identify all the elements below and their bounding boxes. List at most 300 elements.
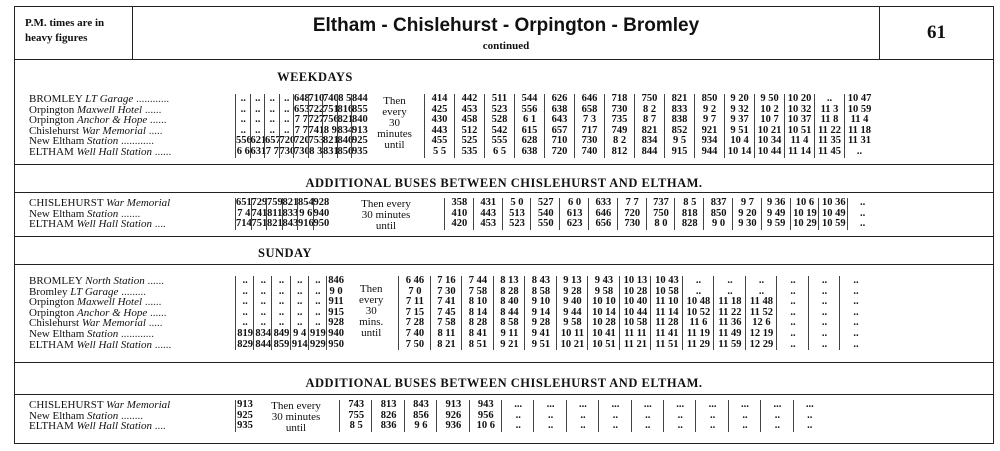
time-cell: .. (297, 306, 303, 318)
time-cell: 10 6 (476, 420, 495, 432)
leader-dots: ..... (148, 124, 163, 137)
time-cell: 9 49 (767, 207, 786, 219)
time-cell: 12 6 (752, 317, 771, 329)
time-cell: 9 58 (563, 317, 582, 329)
stop-names (29, 400, 170, 432)
time-column (784, 94, 815, 158)
time-cell: 751 (251, 218, 268, 230)
then-line: 30 minutes (361, 209, 411, 221)
time-cell: 7 15 (405, 306, 425, 318)
time-cell: .. (260, 275, 266, 286)
time-cell: 821 (337, 114, 354, 126)
time-cell: 11 4 (850, 114, 869, 126)
time-cell: 8 2 (642, 103, 657, 115)
time-cell: 8 14 (468, 306, 488, 318)
time-cell: 615 (521, 124, 538, 136)
time-cell: 8 9 (323, 124, 337, 136)
time-column (703, 198, 733, 230)
time-cell: 8 58 (531, 285, 551, 297)
time-cell: 9 2 (702, 103, 717, 115)
stop-town: New Eltham (29, 409, 88, 422)
bottom-rule (15, 443, 993, 444)
time-cell: 628 (521, 135, 538, 147)
time-cell: 430 (431, 114, 448, 126)
time-column (814, 94, 845, 158)
time-cell: 844 (641, 145, 658, 157)
time-cell: 911 (328, 296, 344, 308)
then-every-note (253, 401, 339, 434)
time-cell: 727 (308, 114, 325, 126)
time-cell: 9 0 (329, 285, 343, 297)
time-cell: 9 59 (767, 218, 786, 230)
leader-dots: ............ (120, 135, 154, 148)
time-column (282, 198, 299, 230)
time-cell: 740 (323, 93, 339, 104)
time-cell: .. (695, 285, 702, 297)
time-cell: 10 58 (623, 317, 648, 329)
time-cell: 730 (611, 103, 628, 115)
stop-names (29, 94, 171, 158)
time-cell: 935 (237, 420, 253, 432)
time-column (235, 400, 254, 432)
divider (15, 394, 993, 395)
time-cell: .. (853, 338, 859, 350)
weekdays-title: WEEKDAYS (277, 70, 353, 84)
time-cell: 8 5 (349, 420, 363, 432)
stop-place: War Memorial (106, 399, 171, 411)
time-cell: 718 (611, 93, 628, 104)
time-cell: 414 (431, 93, 448, 104)
time-cell: 10 59 (821, 218, 846, 230)
time-cell: ... (514, 399, 523, 410)
time-cell: .. (580, 409, 586, 421)
time-cell: 913 (445, 399, 462, 410)
time-cell: 11 3 (820, 103, 839, 115)
time-cell: 10 36 (821, 197, 846, 208)
stop-place: LT Garage (85, 93, 137, 105)
time-cell: 834 (641, 135, 658, 147)
time-cell: 10 59 (847, 103, 872, 115)
time-cell: 915 (671, 145, 688, 157)
time-cell: 740 (581, 145, 598, 157)
time-cell: 11 52 (749, 306, 773, 318)
time-cell: .. (297, 275, 303, 286)
time-cell: 12 19 (749, 327, 774, 339)
time-cell: .. (790, 317, 796, 329)
time-column (650, 276, 683, 350)
time-cell: 626 (551, 93, 568, 104)
time-cell: 10 41 (592, 327, 616, 339)
time-cell: 9 32 (730, 103, 749, 115)
time-cell: .. (790, 275, 796, 286)
time-cell: 833 (282, 207, 299, 219)
time-cell: 431 (480, 197, 497, 208)
time-column (588, 198, 618, 230)
time-column (844, 94, 875, 158)
time-cell: 9 51 (531, 338, 551, 350)
time-cell: 914 (291, 338, 308, 350)
time-cell: 9 6 (299, 207, 313, 219)
time-cell: 10 11 (560, 327, 584, 339)
time-cell: 653 (294, 103, 310, 115)
time-cell: .. (807, 420, 813, 432)
time-cell: .. (821, 317, 828, 329)
stop-place: War Memorial (81, 317, 149, 330)
time-cell: .. (695, 275, 702, 286)
time-cell: 10 21 (757, 124, 782, 136)
time-cell: 9 10 (531, 296, 551, 308)
time-cell: 10 14 (592, 306, 616, 318)
time-cell: 11 18 (718, 296, 742, 308)
time-cell: ... (611, 399, 620, 410)
time-cell: .. (260, 317, 266, 329)
divider (15, 362, 993, 363)
time-cell: ... (546, 399, 555, 410)
time-cell: 950 (313, 218, 330, 230)
time-cell: 11 45 (817, 145, 842, 157)
time-cell: ... (708, 399, 717, 410)
time-cell: .. (278, 306, 285, 318)
leader-dots: ......... (121, 285, 146, 298)
time-cell: 556 (236, 135, 252, 147)
time-cell: .. (240, 103, 246, 115)
time-cell: 730 (581, 135, 598, 147)
time-cell: 8 0 (654, 218, 668, 230)
time-cell: 714 (236, 218, 252, 230)
time-cell: 10 48 (686, 296, 711, 308)
time-cell: 859 (273, 338, 290, 350)
time-cell: .. (790, 306, 796, 318)
time-cell: 646 (581, 93, 598, 104)
time-cell: 944 (701, 145, 718, 157)
time-cell: 943 (477, 399, 494, 410)
divider (15, 192, 993, 193)
time-cell: 10 4 (730, 135, 749, 147)
time-cell: .. (284, 103, 290, 115)
time-cell: ... (805, 399, 814, 410)
time-cell: .. (315, 306, 321, 318)
time-cell: 453 (461, 103, 478, 115)
stop-town: Chislehurst (29, 124, 82, 137)
time-cell: 420 (451, 218, 468, 230)
time-cell: 850 (710, 207, 727, 219)
leader-dots: ........ (120, 409, 143, 422)
time-cell: 934 (701, 135, 718, 147)
time-cell: 656 (595, 218, 612, 230)
time-cell: 8 3 (309, 145, 323, 157)
timetable-header (15, 6, 993, 60)
time-cell: 7 58 (437, 317, 456, 329)
time-cell: 11 8 (820, 114, 839, 126)
time-cell: 443 (431, 124, 448, 136)
time-cell: 8 28 (500, 285, 519, 297)
time-column (308, 94, 324, 158)
time-cell: 7 11 (406, 296, 424, 308)
time-cell: .. (859, 197, 866, 208)
time-cell: 7 3 (582, 114, 597, 126)
stop-place: Well Hall Station (76, 218, 155, 231)
time-column (404, 400, 437, 432)
then-line: 30 (365, 305, 377, 317)
time-cell: 10 20 (787, 93, 812, 104)
time-cell: 7 7 (265, 145, 279, 157)
time-cell: 10 44 (757, 145, 782, 157)
time-column (790, 198, 820, 230)
time-cell: 9 28 (531, 317, 551, 329)
time-cell: .. (269, 124, 275, 136)
then-line: Then every (271, 400, 321, 412)
time-cell: 10 34 (757, 135, 782, 147)
time-column (617, 198, 647, 230)
time-column (398, 276, 431, 350)
time-cell: .. (709, 409, 716, 421)
time-cell: 11 11 (624, 327, 647, 339)
time-cell: 9 21 (500, 338, 519, 350)
time-cell: 7 4 (237, 207, 251, 219)
time-cell: 913 (352, 124, 368, 136)
then-line: 30 minutes (271, 411, 321, 423)
time-cell: 9 41 (531, 327, 551, 339)
time-cell: 11 14 (787, 145, 812, 157)
time-column (322, 94, 338, 158)
stop-place: North Station (85, 275, 148, 287)
time-column (235, 276, 254, 350)
time-cell: 759 (267, 197, 283, 208)
stop-town: New Eltham (29, 207, 88, 220)
time-cell: .. (242, 306, 248, 318)
time-cell: .. (859, 218, 866, 230)
stop-place: Station (87, 135, 121, 148)
time-cell: 730 (624, 218, 641, 230)
time-cell: 834 (255, 327, 272, 339)
time-cell: .. (790, 338, 796, 350)
time-column (694, 94, 725, 158)
time-cell: 8 44 (500, 306, 519, 318)
time-cell: 555 (491, 135, 508, 147)
time-cell: 8 2 (612, 135, 627, 147)
stop-place: Well Hall Station (76, 338, 155, 351)
time-cell: .. (547, 420, 554, 432)
time-cell: 11 28 (655, 317, 679, 329)
time-cell: 9 5 (672, 135, 687, 147)
time-cell: 9 11 (500, 327, 519, 339)
time-cell: 720 (279, 135, 296, 147)
time-cell: 657 (265, 135, 281, 147)
time-cell: .. (580, 420, 586, 432)
time-cell: 753 (308, 135, 325, 147)
time-cell: 846 (328, 275, 344, 286)
time-cell: 916 (298, 218, 314, 230)
time-cell: 722 (308, 103, 325, 115)
time-column (598, 400, 631, 432)
time-cell: .. (278, 296, 285, 308)
time-cell: .. (242, 285, 248, 297)
time-column (339, 400, 372, 432)
leader-dots: ............ (136, 93, 170, 105)
time-cell: .. (547, 409, 554, 421)
time-column (351, 94, 367, 158)
stop-town: CHISLEHURST (29, 399, 107, 411)
time-column (713, 276, 746, 350)
time-cell: 821 (323, 135, 339, 147)
stop-place: Maxwell Hotel (76, 296, 145, 309)
then-every-note (366, 96, 424, 151)
time-cell: 523 (491, 103, 508, 115)
time-cell: 741 (308, 124, 325, 136)
time-column (501, 400, 534, 432)
time-cell: 11 6 (689, 317, 708, 329)
time-column (664, 94, 695, 158)
time-cell: 9 14 (531, 306, 551, 318)
stop-place: LT Garage (70, 285, 122, 298)
time-cell: 11 22 (718, 306, 742, 318)
time-cell: .. (515, 409, 521, 421)
time-cell: 928 (328, 317, 344, 329)
stop-town: Orpington (29, 114, 77, 127)
time-column (724, 94, 755, 158)
time-column (839, 276, 872, 350)
time-cell: 513 (509, 207, 525, 219)
then-line: every (382, 106, 407, 118)
time-column (728, 400, 761, 432)
then-line: Then (359, 283, 383, 295)
time-cell: 358 (451, 197, 468, 208)
time-column (484, 94, 515, 158)
time-cell: 11 48 (749, 296, 773, 308)
time-cell: 9 30 (738, 218, 757, 230)
time-cell: .. (727, 285, 733, 297)
time-cell: 643 (551, 114, 568, 126)
time-cell: 9 7 (702, 114, 717, 126)
time-cell: 10 43 (655, 275, 679, 286)
stop-place: Station (87, 409, 121, 422)
time-column (674, 198, 704, 230)
time-cell: 11 19 (686, 327, 710, 339)
time-column (337, 94, 353, 158)
time-cell: 11 21 (623, 338, 647, 350)
leader-dots: .... (154, 420, 166, 433)
time-cell: 7 45 (437, 306, 456, 318)
time-cell: 750 (641, 93, 658, 104)
time-cell: 829 (237, 338, 253, 350)
time-cell: 940 (328, 327, 344, 339)
time-cell: 741 (251, 207, 268, 219)
time-cell: 735 (611, 114, 628, 126)
time-cell: .. (240, 93, 246, 104)
route-number: 61 (879, 7, 993, 59)
time-cell: .. (859, 207, 866, 219)
time-cell: 11 29 (686, 338, 710, 350)
stop-name (29, 340, 171, 351)
time-cell: 10 13 (623, 275, 648, 286)
stop-town: ELTHAM (29, 338, 77, 351)
time-cell: 8 5 (338, 93, 352, 104)
time-cell: 856 (413, 409, 429, 421)
time-column (235, 198, 252, 230)
time-cell: 9 44 (563, 306, 582, 318)
time-cell: 525 (461, 135, 478, 147)
time-cell: 730 (294, 145, 310, 157)
time-cell: 528 (491, 114, 508, 126)
time-cell: 750 (653, 207, 669, 219)
time-cell: 940 (313, 207, 330, 219)
time-cell: 856 (337, 145, 354, 157)
time-column (436, 400, 469, 432)
time-cell: 11 49 (718, 327, 742, 339)
time-cell: 828 (681, 218, 698, 230)
time-cell: 7 30 (437, 285, 456, 297)
time-cell: .. (856, 145, 863, 157)
time-cell: 10 49 (821, 207, 846, 219)
time-cell: 638 (521, 145, 538, 157)
time-column (760, 400, 793, 432)
time-cell: 8 28 (468, 317, 488, 329)
time-cell: .. (709, 420, 716, 432)
stop-town: Bromley (29, 285, 71, 298)
time-column (253, 276, 272, 350)
stop-town: Chislehurst (29, 317, 82, 330)
then-line: until (384, 139, 405, 151)
time-cell: 838 (671, 114, 688, 126)
time-column (297, 198, 314, 230)
time-column (271, 276, 290, 350)
stop-place: Anchor & Hope (76, 306, 150, 319)
then-line: 30 (389, 117, 400, 129)
time-cell: 410 (451, 207, 468, 219)
time-cell: .. (315, 296, 321, 308)
time-cell: 844 (352, 93, 368, 104)
time-cell: 542 (491, 124, 508, 136)
time-cell: .. (774, 409, 780, 421)
time-cell: 455 (431, 135, 448, 147)
time-cell: .. (853, 306, 859, 318)
time-cell: .. (278, 285, 285, 297)
time-cell: 6 5 (492, 145, 507, 157)
time-cell: 621 (250, 135, 267, 147)
leader-dots: .... (154, 218, 166, 231)
sunday-extra-title: ADDITIONAL BUSES BETWEEN CHISLEHURST AND ELTHAM. (305, 376, 703, 390)
time-cell: .. (821, 338, 828, 350)
time-cell: 523 (509, 218, 525, 230)
time-cell: .. (242, 317, 248, 329)
time-cell: .. (853, 296, 859, 308)
time-column (493, 276, 526, 350)
time-cell: .. (269, 114, 275, 126)
time-column (745, 276, 778, 350)
stop-place: Well Hall Station (76, 420, 155, 433)
time-cell: 850 (701, 93, 718, 104)
leader-dots: ...... (144, 103, 162, 116)
time-cell: 5 5 (432, 145, 447, 157)
time-cell: 10 51 (592, 338, 616, 350)
leader-dots: ...... (154, 145, 172, 158)
time-cell: 10 40 (623, 296, 648, 308)
time-cell: 821 (282, 197, 299, 208)
time-cell: 743 (348, 399, 365, 410)
time-column (533, 400, 566, 432)
stop-name (29, 421, 170, 432)
stop-town: BROMLEY (29, 93, 86, 105)
time-cell: .. (297, 285, 303, 297)
time-column (308, 276, 327, 350)
time-cell: 7 7 (625, 197, 639, 208)
time-cell: 540 (537, 207, 554, 219)
time-column (559, 198, 589, 230)
time-cell: 751 (323, 103, 339, 115)
time-column (847, 198, 877, 230)
time-column (469, 400, 502, 432)
time-cell: .. (758, 275, 765, 286)
